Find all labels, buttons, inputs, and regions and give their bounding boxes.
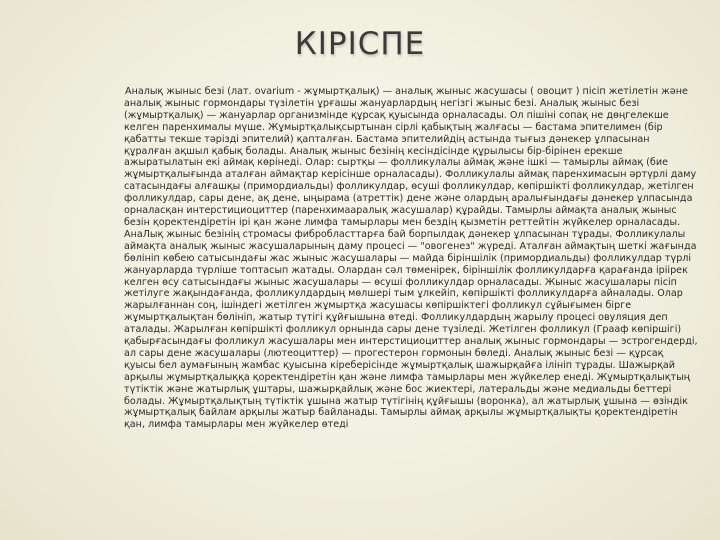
slide-body-text: Аналық жыныс безі (лат. ovarium - жұмыртқалық) — аналық жыныс жасушасы ( овоцит ) пісіп жетілетін және аналық жыныс гормондары түзілетін ұрғашы жануарлардың негізгі жыныс безі. Аналық жыныс безі (жұмыртқалық) — жануарлар организмінде құрсақ қуысында орналасады. Ол пішіні сопақ не дөңгелекше келген паренхималы мүше. Жұмыртқалықсыртынан сірлі қабықтың жалғасы — бастама эпителимен (бір қабатты текше тәрізді эпителий) қапталған. Бастама эпителийдің астында тығыз дәнекер ұлпасынан құралған ақшыл қабық болады. Аналық жыныс безінің кесіндісінде құрылысы бір-бірінен ерекше ажыратылатын екі аймақ көрінеді. Олар: сыртқы — фолликулалы аймақ және ішкі — тамырлы аймақ (бие жұмыртқалығында аталған аймақтар керісінше орналасады). Фолликулалы аймақ паренхимасын әртүрлі даму сатасындағы алғашқы (примордиальды) фолликулдар, өсуші фолликулдар, көпіршікті фолликулдар, жетілген фолликулдар, сары дене, ақ дене, ыңырама (атреттік) дене және олардың аралығындағы дәнекер ұлпасында орналасқан интерстициоциттер (паренхимааралық жасушалар) құрайды. Тамырлы аймақта аналық жыныс безін қоректендіретін ірі қан және лимфа тамырлары мен бездің қызметін реттейтін жүйкелер орналасады. АнаЛық жыныс безінің стромасы фибробласттарға бай борпылдақ дәнекер ұлпасынан тұрады. Фолликулалы аймақта аналық жыныс жасушаларының даму процесі — "овогенез" жүреді. Аталған аймақтың шеткі жағында бөлініп көбею сатысындағы жас жыныс жасушалары — майда біріншілік (примордиальды) фолликулдар түрлі жануарларда түрліше топтасып жатады. Олардан сәл төменірек, біріншілік фолликулдарға қарағанда іріірек келген өсу сатысындағы жыныс жасушалары — өсуші фолликулдар орналасады. Жыныс жасушалары пісіп жетілуге жақындағанда, фолликулдардың мөлшері тым ұлкейіп, көпіршікті фолликулдарға айналады. Олар жарылғаннан соң, ішіндегі жетілген жұмыртқа жасушасы көпіршіктегі фолликул сұйығымен бірге жұмыртқалықтан бөлініп, жатыр түтігі құйғышына өтеді. Фолликулдардың жарылу процесі овуляция деп аталады. Жарылған көпіршікті фолликул орнында сары дене түзіледі. Жетілген фолликул (Грааф көпіршігі) қабырғасындағы фолликул жасушалары мен интерстициоциттер аналық жыныс гормондары — эстрогендерді, ал сары дене жасушалары (лютеоциттер) — прогестерон гормонын бөледі. Аналық жыныс безі — құрсақ қуысы бел аумағының жамбас қуысына кіреберісінде жұмыртқалық шажырқайға ілініп тұрады. Шажырқай арқылы жұмыртқалыққа қоректендіретін қан және лимфа тамырлары мен жүйкелер енеді. Жұмыртқалықтың түтіктік және жатырлық ұштары, шажырқайлық және бос жиектері, латеральды және медиальды беттері болады. Жұмыртқалықтың түтіктік ұшына жатыр түтігінің құйғышы (воронка), ал жатырлық ұшына — өзіндік жұмыртқалық байлам арқылы жатыр байланады. Тамырлы аймақ арқылы жұмыртқалықты қоректендіретін қан, лимфа тамырлары мен жүйкелер өтеді (124, 86, 698, 431)
slide-title: КІРІСПЕ (294, 26, 426, 62)
